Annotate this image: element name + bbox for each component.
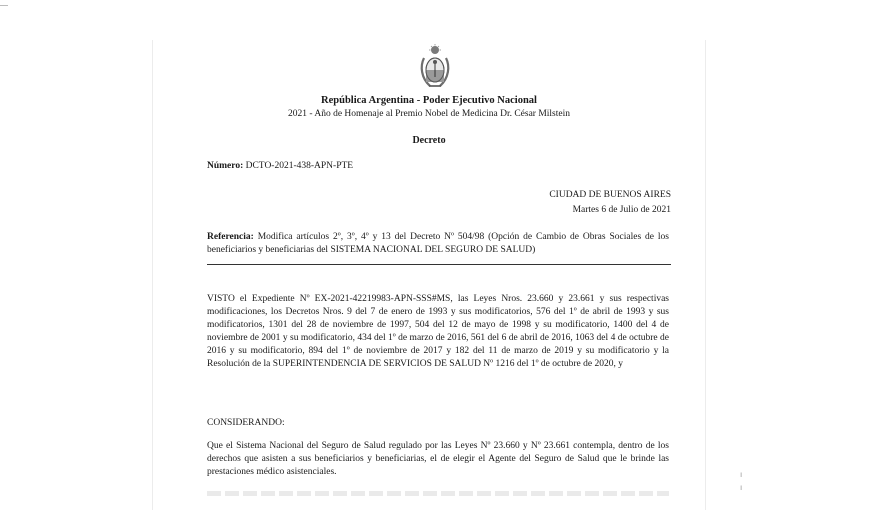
argentine-coat-of-arms-icon	[418, 44, 452, 90]
document-type: Decreto	[412, 135, 446, 146]
document-date: Martes 6 de Julio de 2021	[572, 205, 671, 215]
number-label: Número:	[207, 161, 244, 171]
reference-label: Referencia:	[207, 232, 254, 242]
reference	[207, 231, 669, 257]
cutoff-text-line	[207, 491, 669, 496]
considerando-paragraph: Que el Sistema Nacional del Seguro de Salud regulado por las Leyes Nº 23.660 y Nº 23.661 contempla, dentro de los derechos que asisten a sus beneficiarios y beneficiarias, el de elegir el Agente del Seguro de Salud que le brinde las prestaciones médico asistenciales.	[207, 441, 669, 477]
reference-divider	[207, 264, 671, 265]
edge-mark	[0, 5, 8, 6]
number-value: DCTO-2021-438-APN-PTE	[245, 161, 354, 171]
edge-mark: ı	[740, 470, 743, 479]
edge-mark: ı	[740, 483, 743, 492]
document-place: CIUDAD DE BUENOS AIRES	[549, 190, 671, 200]
visto-paragraph: VISTO el Expediente Nº EX-2021-42219983-APN-SSS#MS, las Leyes Nros. 23.660 y 23.661 y sus respectivas modificaciones, los Decretos Nros. 9 del 7 de enero de 1993 y sus modificatorios, 576 del 1º de abril de 1993 y sus modificatorios, 1301 del 28 de noviembre de 1997, 504 del 12 de mayo de 1998 y su modificatorio, 1400 del 4 de noviembre de 2001 y su modificatorio, 434 del 1º de marzo de 2016, 561 del 6 de abril de 2016, 1063 del 4 de octubre de 2016 y su modificatorio, 894 del 1º de noviembre de 2017 y 182 del 11 de marzo de 2019 y su modificatorio y la Resolución de la SUPERINTENDENCIA DE SERVICIOS DE SALUD Nº 1216 del 1º de octubre de 2020, y	[207, 294, 669, 369]
considerando-heading: CONSIDERANDO:	[207, 418, 285, 428]
header-subtitle: 2021 - Año de Homenaje al Premio Nobel de Medicina Dr. César Milstein	[287, 109, 571, 119]
header-title: República Argentina - Poder Ejecutivo Nacional	[321, 95, 537, 106]
document-number	[207, 161, 353, 171]
reference-text: Modifica artículos 2º, 3º, 4º y 13 del Decreto Nº 504/98 (Opción de Cambio de Obras Sociales de los beneficiarios y beneficiarias del SISTEMA NACIONAL DEL SEGURO DE SALUD)	[207, 232, 670, 255]
document-page	[152, 40, 706, 510]
